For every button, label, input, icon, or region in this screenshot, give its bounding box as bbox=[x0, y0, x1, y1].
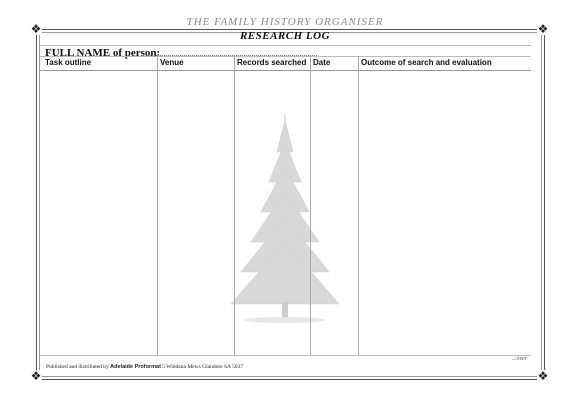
footer-published-by: Published and distributed by bbox=[46, 364, 109, 370]
publisher-footer bbox=[46, 364, 243, 370]
research-log-table bbox=[40, 56, 531, 356]
continued-mark: ...over bbox=[512, 356, 528, 362]
form-title: RESEARCH LOG bbox=[239, 30, 331, 42]
column-header-outcome: Outcome of search and evaluation bbox=[361, 58, 492, 67]
column-divider bbox=[310, 56, 311, 355]
column-header-date: Date bbox=[313, 58, 331, 67]
column-divider bbox=[358, 56, 359, 355]
full-name-label: FULL NAME of person: bbox=[45, 47, 161, 59]
column-header-task-outline: Task outline bbox=[45, 58, 92, 67]
corner-ornament-icon: ❖ bbox=[537, 369, 549, 383]
corner-ornament-icon: ❖ bbox=[537, 22, 549, 36]
column-header-records-searched: Records searched bbox=[237, 58, 307, 67]
corner-ornament-icon: ❖ bbox=[30, 22, 42, 36]
corner-ornament-icon: ❖ bbox=[30, 369, 42, 383]
column-divider bbox=[234, 56, 235, 355]
organiser-title: THE FAMILY HISTORY ORGANISER bbox=[186, 16, 384, 28]
footer-address: 5 Windana Mews Glandore SA 5037 bbox=[162, 364, 244, 370]
column-header-venue: Venue bbox=[160, 58, 184, 67]
footer-publisher: Adelaide Proformat bbox=[110, 364, 161, 370]
column-divider bbox=[157, 56, 158, 355]
title-divider bbox=[40, 45, 531, 46]
